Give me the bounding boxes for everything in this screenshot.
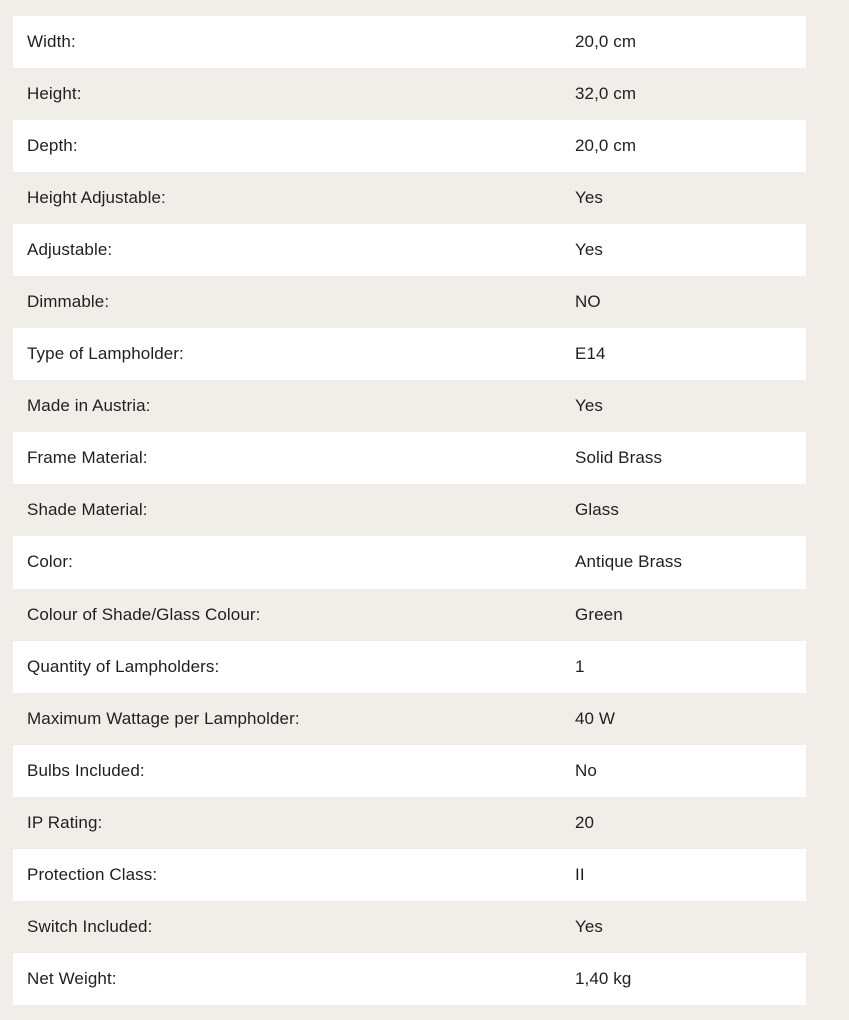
spec-label: Net Weight:	[27, 968, 117, 988]
spec-label: Color:	[27, 552, 73, 572]
spec-row-shade-material	[13, 484, 806, 536]
spec-label: Bulbs Included:	[27, 760, 145, 780]
spec-row-protection-class	[13, 849, 806, 901]
spec-value: Yes	[575, 396, 604, 416]
spec-row-switch-included	[13, 901, 806, 953]
spec-value: Yes	[575, 916, 604, 936]
spec-label: Maximum Wattage per Lampholder:	[27, 708, 300, 728]
spec-row-height	[13, 68, 806, 120]
spec-row-lampholder-type	[13, 328, 806, 380]
spec-row-depth	[13, 120, 806, 172]
spec-label: Quantity of Lampholders:	[27, 656, 220, 676]
spec-label: Frame Material:	[27, 448, 148, 468]
spec-value: No	[575, 760, 597, 780]
spec-label: Adjustable:	[27, 240, 113, 260]
spec-row-max-wattage	[13, 693, 806, 745]
spec-label: IP Rating:	[27, 812, 103, 832]
spec-value: 1,40 kg	[575, 968, 632, 988]
spec-row-width	[13, 16, 806, 68]
spec-label: Dimmable:	[27, 292, 110, 312]
spec-value: Yes	[575, 188, 604, 208]
spec-value: Yes	[575, 240, 604, 260]
spec-row-adjustable	[13, 224, 806, 276]
spec-value: E14	[575, 344, 606, 364]
spec-row-lampholder-quantity	[13, 641, 806, 693]
spec-row-made-in-austria	[13, 380, 806, 432]
spec-value: NO	[575, 292, 601, 312]
spec-value: Green	[575, 604, 623, 624]
spec-row-color	[13, 536, 806, 588]
spec-label: Height Adjustable:	[27, 188, 166, 208]
spec-row-net-weight	[13, 953, 806, 1005]
spec-label: Switch Included:	[27, 916, 153, 936]
spec-value: II	[575, 864, 585, 884]
spec-label: Colour of Shade/Glass Colour:	[27, 604, 261, 624]
spec-value: Solid Brass	[575, 448, 663, 468]
spec-label: Height:	[27, 84, 82, 104]
spec-label: Made in Austria:	[27, 396, 151, 416]
spec-value: Glass	[575, 500, 619, 520]
spec-value: 40 W	[575, 708, 616, 728]
spec-value: Antique Brass	[575, 552, 683, 572]
spec-row-shade-colour	[13, 589, 806, 641]
spec-label: Shade Material:	[27, 500, 148, 520]
spec-label: Width:	[27, 32, 76, 52]
spec-value: 1	[575, 656, 585, 676]
spec-row-ip-rating	[13, 797, 806, 849]
spec-value: 20,0 cm	[575, 136, 637, 156]
spec-row-dimmable	[13, 276, 806, 328]
spec-label: Protection Class:	[27, 864, 158, 884]
spec-value: 20	[575, 812, 595, 832]
spec-row-frame-material	[13, 432, 806, 484]
spec-label: Depth:	[27, 136, 78, 156]
spec-value: 20,0 cm	[575, 32, 637, 52]
specification-table	[13, 16, 806, 1005]
spec-label: Type of Lampholder:	[27, 344, 184, 364]
spec-row-bulbs-included	[13, 745, 806, 797]
spec-row-height-adjustable	[13, 172, 806, 224]
spec-value: 32,0 cm	[575, 84, 637, 104]
